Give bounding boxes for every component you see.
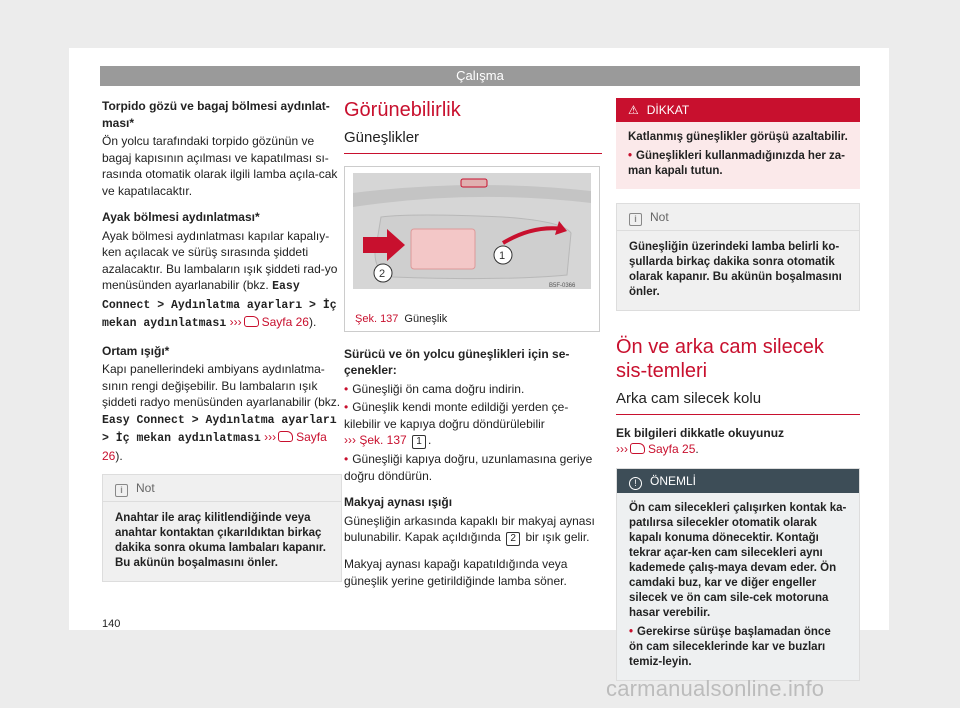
page-icon [630, 443, 645, 454]
callout-2: 2 [379, 267, 386, 280]
page-link[interactable]: ››› Sayfa 26 [102, 430, 327, 463]
important-box [616, 468, 860, 681]
warning-header: ⚠ DİKKAT [616, 98, 860, 122]
note-header: i Not [617, 204, 859, 231]
sun-visors-heading: Güneşlikler [344, 130, 602, 154]
page-number: 140 [102, 618, 121, 630]
warning-box [616, 98, 860, 189]
figure-code: B5F-0366 [549, 282, 576, 289]
warning-text: Katlanmış güneşlikler görüşü azaltabilir. [628, 131, 848, 143]
figure-caption: Şek. 137 Güneşlik [355, 312, 448, 325]
list-item: • Güneşlik kendi monte edildiği yerden çe-kilebilir ve kapıya doğru döndürülebilir ››› Şek. 137 1 . [344, 400, 569, 447]
important-bullet: • Gerekirse sürüşe başlamadan önce ön cam sileceklerinde kar ve buzları temiz-leyin. [629, 625, 831, 668]
column-right [616, 98, 860, 681]
footwell-light-text: Ayak bölmesi aydınlatması kapılar kapalıy-ken açılacak ve sürüş sırasında şiddeti azalacaktır. Bu lambaların ışık şiddeti rad-yo menüsünden ayarlanabilir (bkz. Easy Connect > Aydınlatma ayarları > İç mekan aydınlatması ››› Sayfa 26). [102, 228, 338, 330]
mirror-light-text-2: Makyaj aynası kapağı kapatıldığında veya güneşlik yerine getirildiğinde lamba söner. [344, 557, 568, 588]
watermark: carmanualsonline.info [606, 676, 825, 701]
important-text: Ön cam silecekleri çalışırken kontak ka-patılırsa silecekler otomatik olarak kapalı konuma dönecektir. Kontağı tekrar açar-ken cam silecekleri aynı kademede çalış-maya devam eder. Ön camdaki buz, kar ve diğer engeller silecek ve ön cam sile-cek motoruna hasar verebilir. [629, 501, 847, 619]
list-item: • Güneşliği ön cama doğru indirin. [344, 381, 525, 396]
info-icon: i [115, 484, 128, 497]
note-box [102, 474, 342, 582]
note-text: Güneşliğin üzerindeki lamba belirli ko-şullarda birkaç dakika sonra otomatik olarak kapanır. Bu akünün boşalmasını önler. [629, 241, 842, 298]
page-link[interactable]: ››› Sayfa 26 [229, 315, 309, 329]
exclamation-icon: ! [629, 477, 642, 490]
callout-badge-1: 1 [412, 435, 426, 449]
page-icon [244, 316, 259, 327]
mirror-light-text: Güneşliğin arkasında kapaklı bir makyaj aynası bulunabilir. Kapak açıldığında 2 bir ışık gelir. [344, 513, 595, 544]
rear-wiper-heading: Arka cam silecek kolu [616, 391, 860, 415]
wiper-heading: Ön ve arka cam silecek sis-temleri [616, 336, 824, 382]
ambient-light-text: Kapı panellerindeki ambiyans aydınlatma-sının rengi değişebilir. Bu lambaların ışık şiddeti radyo menüsünden ayarlanabilir (bkz. Easy Connect > Aydınlatma ayarları > İç mekan aydınlatması ››› Sayfa 26). [102, 362, 341, 463]
sun-visor-illustration [353, 173, 591, 289]
safety-ref: ››› Sayfa 25. [616, 442, 699, 456]
column-left [102, 98, 342, 582]
sun-visor-figure [344, 166, 600, 332]
callout-badge-2: 2 [506, 532, 520, 546]
mirror-light-heading: Makyaj aynası ışığı [344, 495, 453, 509]
column-middle [344, 98, 602, 599]
section-header: Çalışma [100, 66, 860, 86]
callout-1: 1 [499, 249, 506, 262]
ambient-light-heading: Ortam ışığı* [102, 343, 170, 358]
note-text: Anahtar ile araç kilitlendiğinde veya anahtar kontaktan çıkarıldıktan birkaç dakika sonra okuma lambaları kapanır. Bu akünün boşalmasını önler. [115, 512, 326, 569]
safety-ref-heading: Ek bilgileri dikkatle okuyunuz [616, 425, 785, 440]
glovebox-light-heading: Torpido gözü ve bagaj bölmesi aydınlat-ması* [102, 99, 330, 130]
menu-path: Easy Connect > Aydınlatma ayarları > İç mekan aydınlatması [102, 413, 337, 445]
figure-link[interactable]: ››› Şek. 137 [344, 433, 407, 447]
page-icon [278, 431, 293, 442]
options-intro: Sürücü ve ön yolcu güneşlikleri için se-çenekler: [344, 346, 570, 377]
warning-icon: ⚠ [628, 103, 639, 117]
note-box [616, 203, 860, 311]
list-item: • Güneşliği kapıya doğru, uzunlamasına geriye doğru döndürün. [344, 452, 593, 483]
visibility-heading: Görünebilirlik [344, 99, 461, 121]
glovebox-light-text: Ön yolcu tarafındaki torpido gözünün ve bagaj kapısının açılması ve kapatılması sı-rasında otomatik olarak ilgili lamba açıla-cak ve kapatılacaktır. [102, 134, 338, 198]
note-header: i Not [103, 475, 341, 502]
warning-bullet: • Güneşlikleri kullanmadığınızda her za-man kapalı tutun. [628, 150, 846, 177]
menu-path: Easy Connect > Aydınlatma ayarları > İç mekan aydınlatması [102, 280, 337, 330]
important-header: ! ÖNEMLİ [617, 469, 859, 493]
footwell-light-heading: Ayak bölmesi aydınlatması* [102, 210, 260, 224]
page-link[interactable]: ››› Sayfa 25 [616, 442, 696, 456]
info-icon: i [629, 213, 642, 226]
